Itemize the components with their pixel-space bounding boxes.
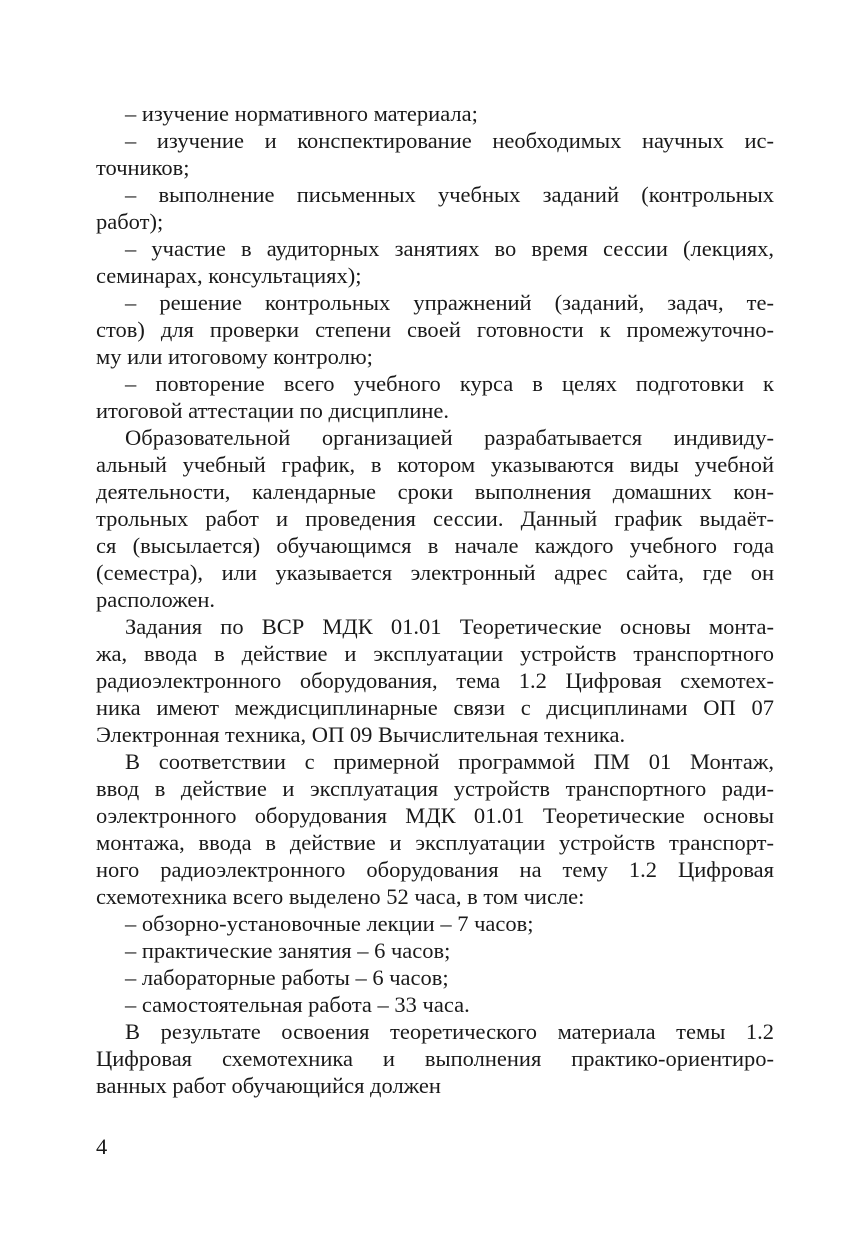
text-line: – повторение всего учебного курса в целях подготовки к bbox=[125, 371, 774, 396]
text-line: итоговой аттестации по дисциплине. bbox=[96, 398, 450, 423]
text-line: – практические занятия – 6 часов; bbox=[125, 938, 451, 963]
text-line: ванных работ обучающийся должен bbox=[96, 1073, 441, 1098]
text-line: расположен. bbox=[96, 587, 216, 612]
text-line: стов) для проверки степени своей готовности к промежуточно- bbox=[96, 317, 774, 342]
text-line: – обзорно-установочные лекции – 7 часов; bbox=[125, 911, 534, 936]
text-line: ввод в действие и эксплуатация устройств транспортного ради- bbox=[96, 776, 774, 801]
text-line: Электронная техника, ОП 09 Вычислительная техника. bbox=[96, 722, 626, 747]
text-line: деятельности, календарные сроки выполнения домашних кон- bbox=[96, 479, 774, 504]
text-line: ного радиоэлектронного оборудования на тему 1.2 Цифровая bbox=[96, 857, 774, 882]
text-line: Задания по ВСР МДК 01.01 Теоретические основы монта- bbox=[125, 614, 774, 639]
text-line: семинарах, консультациях); bbox=[96, 263, 362, 288]
text-line: монтажа, ввода в действие и эксплуатации устройств транспорт- bbox=[96, 830, 774, 855]
text-line: работ); bbox=[96, 209, 164, 234]
text-line: В соответствии с примерной программой ПМ 01 Монтаж, bbox=[125, 749, 774, 774]
text-line: (семестра), или указывается электронный адрес сайта, где он bbox=[96, 560, 774, 585]
text-line: схемотехника всего выделено 52 часа, в том числе: bbox=[96, 884, 585, 909]
text-line: – лабораторные работы – 6 часов; bbox=[125, 965, 449, 990]
text-line: му или итоговому контролю; bbox=[96, 344, 373, 369]
text-line: В результате освоения теоретического материала темы 1.2 bbox=[125, 1019, 774, 1044]
text-line: оэлектронного оборудования МДК 01.01 Теоретические основы bbox=[96, 803, 774, 828]
text-line: – самостоятельная работа – 33 часа. bbox=[125, 992, 470, 1017]
text-line: Цифровая схемотехника и выполнения практико-ориентиро- bbox=[96, 1046, 774, 1071]
text-line: альный учебный график, в котором указываются виды учебной bbox=[96, 452, 774, 477]
text-line: ся (высылается) обучающимся в начале каждого учебного года bbox=[96, 533, 774, 558]
text-line: трольных работ и проведения сессии. Данный график выдаёт- bbox=[96, 506, 774, 531]
text-line: точников; bbox=[96, 155, 190, 180]
text-line: Образовательной организацией разрабатывается индивиду- bbox=[125, 425, 774, 450]
page-number: 4 bbox=[96, 1134, 108, 1159]
text-line: – изучение и конспектирование необходимых научных ис- bbox=[125, 128, 774, 153]
text-line: ника имеют междисциплинарные связи с дисциплинами ОП 07 bbox=[96, 695, 774, 720]
text-line: жа, ввода в действие и эксплуатации устройств транспортного bbox=[96, 641, 774, 666]
text-line: – решение контрольных упражнений (заданий, задач, те- bbox=[125, 290, 774, 315]
text-line: – выполнение письменных учебных заданий (контрольных bbox=[125, 182, 774, 207]
text-line: – изучение нормативного материала; bbox=[125, 101, 478, 126]
text-line: радиоэлектронного оборудования, тема 1.2 Цифровая схемотех- bbox=[96, 668, 774, 693]
text-line: – участие в аудиторных занятиях во время сессии (лекциях, bbox=[125, 236, 774, 261]
